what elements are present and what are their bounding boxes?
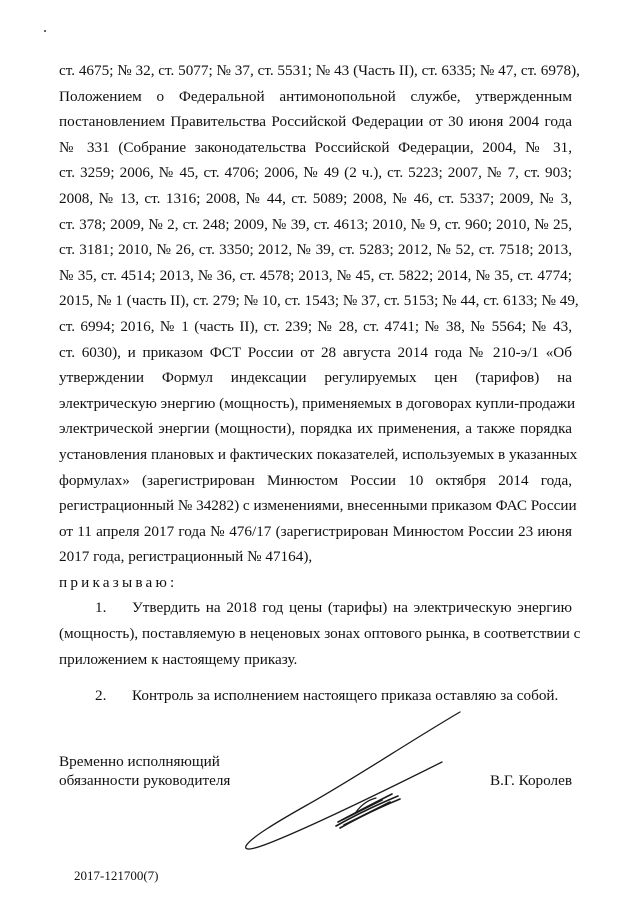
body-line-5: ст. 3259; 2006, № 45, ст. 4706; 2006, № 49 (2 ч.), ст. 5223; 2007, № 7, ст. 903;	[59, 164, 572, 182]
item-1-line-1: Утвердить на 2018 год цены (тарифы) на электрическую энергию	[132, 599, 572, 617]
signer-title-line-2: обязанности руководителя	[59, 772, 231, 789]
body-line-1: ст. 4675; № 32, ст. 5077; № 37, ст. 5531; № 43 (Часть II), ст. 6335; № 47, ст. 6978),	[59, 62, 580, 79]
document-body	[59, 58, 581, 709]
order-item-1	[59, 595, 572, 621]
item-1-number: 1.	[95, 599, 107, 617]
body-line-9: № 35, ст. 4514; 2013, № 36, ст. 4578; 2013, № 45, ст. 5822; 2014, № 35, ст. 4774;	[59, 266, 572, 284]
document-number: 2017-121700(7)	[74, 868, 159, 883]
body-line-8: ст. 3181; 2010, № 26, ст. 3350; 2012, № 39, ст. 5283; 2012, № 52, ст. 7518; 2013,	[59, 241, 572, 259]
item-1-line-2: (мощность), поставляемую в неценовых зонах оптового рынка, в соответствии с	[59, 625, 581, 643]
body-line-14: электрическую энергию (мощность), применяемых в договорах купли-продажи	[59, 394, 576, 412]
body-line-11: ст. 6994; 2016, № 1 (часть II), ст. 239; № 28, ст. 4741; № 38, № 5564; № 43,	[59, 317, 572, 335]
signer-title	[59, 752, 230, 790]
body-line-10: 2015, № 1 (часть II), ст. 279; № 10, ст. 1543; № 37, ст. 5153; № 44, ст. 6133; № 49,	[59, 292, 579, 310]
item-2-number: 2.	[95, 687, 107, 705]
body-line-4: № 331 (Собрание законодательства Российской Федерации, 2004, № 31,	[59, 138, 572, 156]
body-line-19: от 11 апреля 2017 года № 476/17 (зарегистрирован Минюстом России 23 июня	[59, 522, 572, 540]
signer-name: В.Г. Королев	[490, 772, 573, 789]
signer-title-line-1: Временно исполняющий	[59, 753, 220, 770]
body-line-13: утверждении Формул индексации регулируемых цен (тарифов) на	[59, 369, 572, 387]
body-line-7: ст. 378; 2009, № 2, ст. 248; 2009, № 39, ст. 4613; 2010, № 9, ст. 960; 2010, № 25,	[59, 215, 572, 233]
body-line-18: регистрационный № 34282) с изменениями, внесенными приказом ФАС России	[59, 497, 577, 515]
body-line-12: ст. 6030), и приказом ФСТ России от 28 августа 2014 года № 210-э/1 «Об	[59, 343, 572, 361]
item-2-text: Контроль за исполнением настоящего приказа оставляю за собой.	[132, 687, 559, 705]
body-line-17: формулах» (зарегистрирован Минюстом России 10 октября 2014 года,	[59, 471, 572, 489]
body-line-15: электрической энергии (мощности), порядка их применения, а также порядка	[59, 420, 572, 438]
body-line-6: 2008, № 13, ст. 1316; 2008, № 44, ст. 5089; 2008, № 46, ст. 5337; 2009, № 3,	[59, 189, 572, 207]
body-line-3: постановлением Правительства Российской Федерации от 30 июня 2004 года	[59, 113, 572, 131]
body-line-16: установления плановых и фактических показателей, используемых в указанных	[59, 445, 578, 463]
order-word: приказываю:	[59, 573, 178, 591]
body-line-2: Положением о Федеральной антимонопольной службе, утвержденным	[59, 87, 572, 105]
item-1-line-3: приложением к настоящему приказу.	[59, 650, 298, 668]
body-line-20: 2017 года, регистрационный № 47164),	[59, 548, 313, 566]
scan-dot	[44, 30, 46, 32]
handwritten-signature	[232, 700, 472, 860]
